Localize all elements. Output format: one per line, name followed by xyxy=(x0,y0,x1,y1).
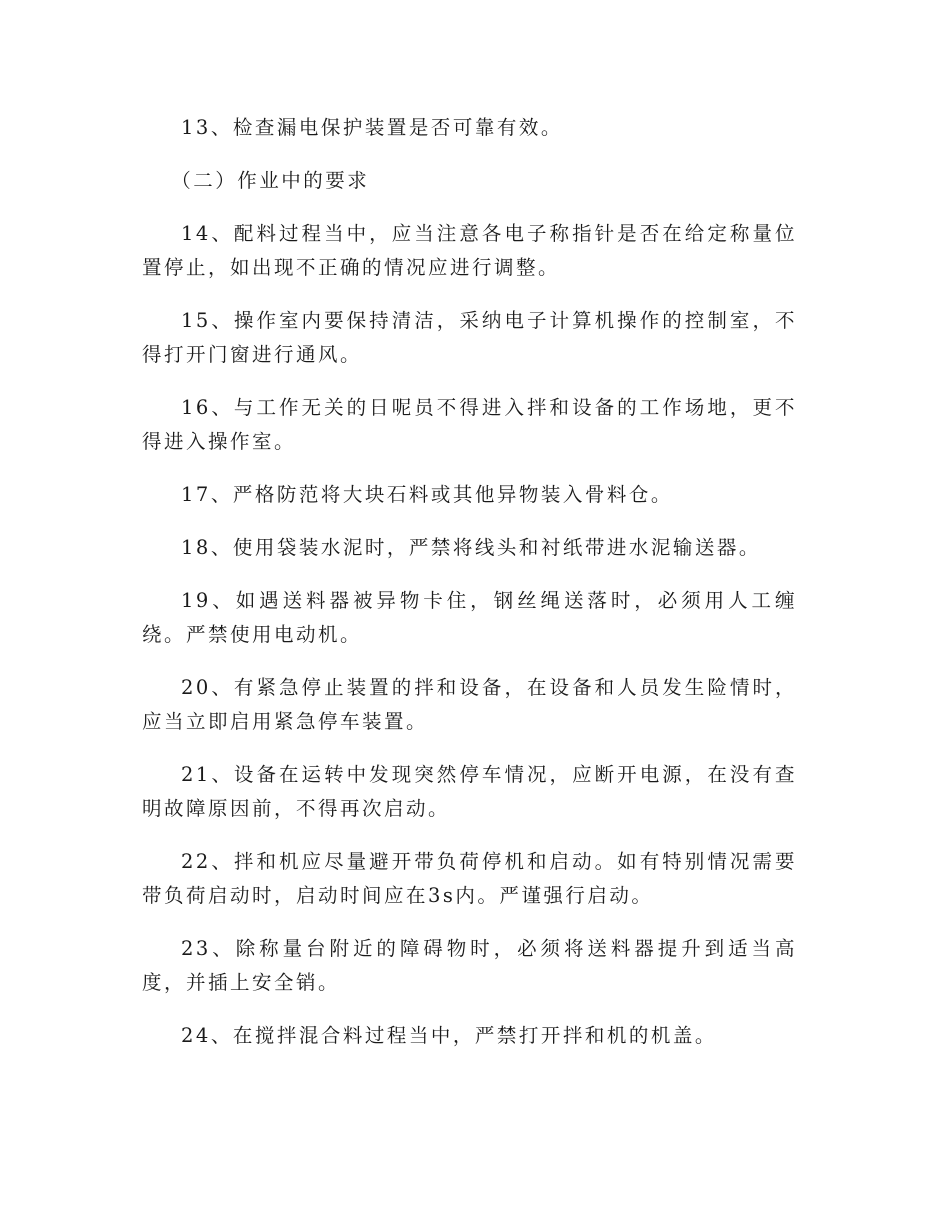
paragraph-item-19: 19、如遇送料器被异物卡住，钢丝绳送落时，必须用人工缠绕。严禁使用电动机。 xyxy=(142,589,797,646)
paragraph-item-18: 18、使用袋装水泥时，严禁将线头和衬纸带进水泥输送器。 xyxy=(181,536,761,559)
paragraph-item-14: 14、配料过程当中，应当注意各电子称指针是否在给定称量位置停止，如出现不正确的情况应进行调整。 xyxy=(142,222,797,279)
paragraph-item-21: 21、设备在运转中发现突然停车情况，应断开电源，在没有查明故障原因前，不得再次启动。 xyxy=(142,763,797,820)
paragraph-item-15: 15、操作室内要保持清洁，采纳电子计算机操作的控制室，不得打开门窗进行通风。 xyxy=(142,309,797,366)
paragraph-item-20: 20、有紧急停止装置的拌和设备，在设备和人员发生险情时，应当立即启用紧急停车装置。 xyxy=(142,676,797,733)
paragraph-item-23: 23、除称量台附近的障碍物时，必须将送料器提升到适当高度，并插上安全销。 xyxy=(142,937,797,994)
paragraph-item-22: 22、拌和机应尽量避开带负荷停机和启动。如有特别情况需要带负荷启动时，启动时间应在3s内。严谨强行启动。 xyxy=(142,850,797,907)
paragraph-item-24: 24、在搅拌混合料过程当中，严禁打开拌和机的机盖。 xyxy=(181,1024,717,1047)
paragraph-item-16: 16、与工作无关的日呢员不得进入拌和设备的工作场地，更不得进入操作室。 xyxy=(142,396,797,453)
section-heading-during-operation: （二）作业中的要求 xyxy=(171,169,370,192)
document-body xyxy=(142,111,797,1072)
paragraph-item-13: 13、检查漏电保护装置是否可靠有效。 xyxy=(181,116,563,139)
paragraph-item-17: 17、严格防范将大块石料或其他异物装入骨料仓。 xyxy=(181,483,673,506)
